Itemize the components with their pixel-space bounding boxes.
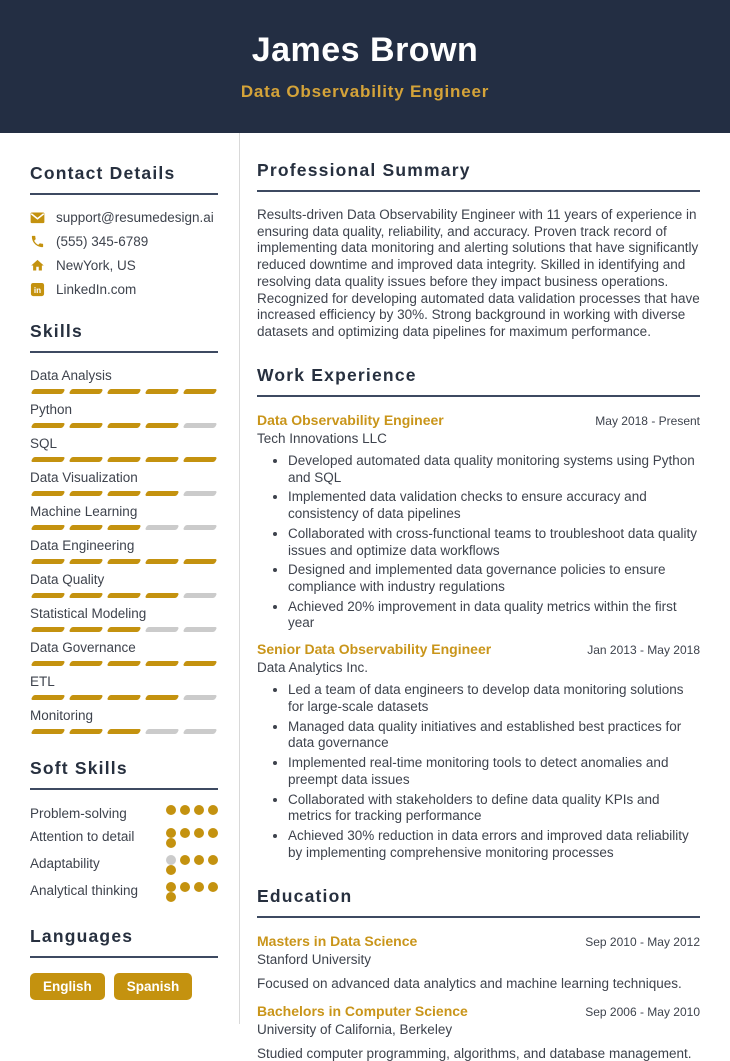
skill-segment-empty — [145, 525, 180, 530]
skill-segment-filled — [31, 457, 66, 462]
soft-skill-label: Attention to detail — [30, 829, 135, 844]
experience-bullet: • Achieved 20% improvement in data quality metrics within the first year — [288, 599, 700, 632]
skill-item — [30, 470, 218, 496]
skill-segment-filled — [69, 389, 104, 394]
skill-item — [30, 504, 218, 530]
rating-dot-filled — [180, 855, 190, 865]
job-entry — [257, 412, 700, 632]
skill-segment-filled — [69, 423, 104, 428]
skill-segment-filled — [145, 695, 180, 700]
skill-segment-filled — [107, 525, 142, 530]
skill-item — [30, 708, 218, 734]
skill-label: Data Visualization — [30, 470, 138, 485]
skill-segment-empty — [183, 525, 218, 530]
soft-skill-item — [30, 882, 218, 902]
rating-dot-filled — [166, 828, 176, 838]
rating-dot-filled — [194, 855, 204, 865]
language-badge: English — [30, 973, 105, 1000]
skill-segment-filled — [183, 389, 218, 394]
person-job-title: Data Observability Engineer — [240, 82, 490, 101]
skill-segment-empty — [183, 423, 218, 428]
job-company: Data Analytics Inc. — [257, 660, 369, 676]
education-degree: Masters in Data Science — [257, 932, 418, 949]
skill-segment-filled — [31, 389, 66, 394]
skill-segment-filled — [107, 729, 142, 734]
job-head — [257, 641, 700, 657]
education-description: Studied computer programming, algorithms, and database management. — [257, 1045, 692, 1061]
skill-segment-filled — [145, 423, 180, 428]
skill-label: ETL — [30, 674, 55, 689]
skill-segment-filled — [69, 491, 104, 496]
job-bullets — [257, 682, 700, 861]
skill-label: Python — [30, 402, 73, 417]
experience-bullet: • Implemented real-time monitoring tools to detect anomalies and preempt data issues — [288, 755, 700, 788]
rating-dot-filled — [208, 855, 218, 865]
soft-skill-item — [30, 828, 218, 848]
language-badge: Spanish — [114, 973, 193, 1000]
skill-segment-filled — [69, 729, 104, 734]
skill-segment-filled — [107, 389, 142, 394]
header-banner — [0, 0, 730, 133]
job-title: Senior Data Observability Engineer — [257, 641, 492, 658]
experience-section — [257, 365, 700, 862]
rating-dot-filled — [166, 865, 176, 875]
skill-item — [30, 368, 218, 394]
home-icon — [30, 258, 45, 273]
contact-text: NewYork, US — [56, 258, 136, 273]
envelope-icon — [30, 210, 45, 225]
linkedin-icon — [30, 282, 45, 297]
skill-segment-filled — [107, 423, 142, 428]
skill-bar — [30, 729, 218, 734]
summary-text: Results-driven Data Observability Engineer with 11 years of experience in ensuring data quality, reliability, and accuracy. Proven track record of implementing data monitoring and alerting solutions that have significantly reduced downtime and improved data integrity. Skilled in identifying and resolving data quality issues before they impact business operations. Recognized for developing automated data validation processes that have increased efficiency by 30%. Strong background in working with diverse datasets and optimizing data pipelines for maximum performance. — [257, 207, 700, 340]
skill-bar — [30, 661, 218, 666]
skill-segment-filled — [107, 627, 142, 632]
skill-segment-filled — [31, 627, 66, 632]
soft-skill-dots — [166, 855, 218, 875]
rating-dot-filled — [194, 882, 204, 892]
job-dates: Jan 2013 - May 2018 — [587, 643, 700, 658]
soft-skill-dots — [166, 882, 218, 902]
education-entry — [257, 933, 700, 991]
rating-dot-filled — [166, 838, 176, 848]
skill-bar — [30, 627, 218, 632]
skill-label: Data Governance — [30, 640, 136, 655]
soft-skill-label: Analytical thinking — [30, 883, 139, 898]
skill-segment-filled — [145, 593, 180, 598]
skill-segment-filled — [145, 491, 180, 496]
experience-bullet: • Achieved 30% reduction in data errors and improved data reliability by implementing comprehensive monitoring processes — [288, 828, 700, 861]
skill-segment-filled — [145, 389, 180, 394]
experience-bullet: • Led a team of data engineers to develop data monitoring solutions for large-scale datasets — [288, 682, 700, 715]
soft-skills-heading: Soft Skills — [30, 758, 128, 778]
summary-section — [257, 160, 700, 341]
skill-segment-filled — [69, 627, 104, 632]
experience-bullet: • Implemented data validation checks to ensure accuracy and consistency of data pipelines — [288, 489, 700, 522]
job-dates: May 2018 - Present — [595, 413, 700, 428]
soft-skills-section — [30, 758, 218, 902]
contact-item[interactable] — [30, 282, 218, 297]
language-badges — [30, 973, 218, 1000]
skill-bar — [30, 423, 218, 428]
skill-bar — [30, 695, 218, 700]
experience-heading: Work Experience — [257, 364, 417, 385]
soft-skill-item — [30, 855, 218, 875]
rating-dot-empty — [166, 855, 176, 865]
rating-dot-filled — [180, 805, 190, 815]
education-dates: Sep 2010 - May 2012 — [585, 934, 700, 949]
soft-skill-dots — [166, 805, 218, 815]
heading-divider — [257, 190, 700, 192]
skill-segment-empty — [145, 627, 180, 632]
skill-bar — [30, 491, 218, 496]
contact-text: LinkedIn.com — [56, 282, 137, 297]
skills-section — [30, 321, 218, 734]
skill-item — [30, 402, 218, 428]
skill-segment-filled — [69, 525, 104, 530]
skill-segment-empty — [145, 729, 180, 734]
education-school: University of California, Berkeley — [257, 1021, 453, 1037]
skill-bar — [30, 593, 218, 598]
skill-segment-filled — [107, 695, 142, 700]
skill-segment-filled — [69, 457, 104, 462]
skills-list — [30, 368, 218, 734]
skill-segment-filled — [107, 491, 142, 496]
rating-dot-filled — [194, 805, 204, 815]
education-school: Stanford University — [257, 951, 372, 967]
skill-segment-empty — [183, 729, 218, 734]
job-bullets — [257, 453, 700, 632]
contact-list — [30, 210, 218, 297]
languages-heading: Languages — [30, 926, 134, 946]
skill-label: Machine Learning — [30, 504, 138, 519]
contact-text: (555) 345-6789 — [56, 234, 149, 249]
heading-divider — [30, 351, 218, 353]
skill-label: Statistical Modeling — [30, 606, 147, 621]
skill-segment-filled — [145, 559, 180, 564]
skill-segment-filled — [107, 457, 142, 462]
education-section — [257, 886, 700, 1061]
skill-segment-filled — [31, 491, 66, 496]
rating-dot-filled — [166, 892, 176, 902]
skill-segment-empty — [183, 491, 218, 496]
content-columns — [0, 133, 730, 1061]
phone-icon — [30, 234, 45, 249]
soft-skill-label: Adaptability — [30, 856, 100, 871]
soft-skills-list — [30, 805, 218, 902]
skill-segment-filled — [183, 457, 218, 462]
skill-bar — [30, 389, 218, 394]
rating-dot-filled — [208, 882, 218, 892]
experience-bullet: • Collaborated with cross-functional teams to troubleshoot data quality issues and optimize data workflows — [288, 526, 700, 559]
skill-segment-filled — [183, 559, 218, 564]
experience-bullet: • Collaborated with stakeholders to define data quality KPIs and metrics for tracking performance — [288, 792, 700, 825]
skill-item — [30, 572, 218, 598]
skill-segment-filled — [183, 661, 218, 666]
sidebar — [0, 133, 240, 1024]
contact-section — [30, 163, 218, 297]
education-entry — [257, 1003, 700, 1061]
skill-item — [30, 674, 218, 700]
skill-segment-empty — [183, 627, 218, 632]
skill-label: Data Engineering — [30, 538, 135, 553]
experience-bullet: • Designed and implemented data governance policies to ensure compliance with industry regulations — [288, 562, 700, 595]
contact-item[interactable] — [30, 258, 218, 273]
person-name: James Brown — [251, 31, 479, 69]
skill-segment-filled — [31, 661, 66, 666]
jobs-list — [257, 412, 700, 862]
experience-bullet: • Developed automated data quality monitoring systems using Python and SQL — [288, 453, 700, 486]
rating-dot-filled — [208, 805, 218, 815]
education-description: Focused on advanced data analytics and machine learning techniques. — [257, 975, 682, 991]
rating-dot-filled — [208, 828, 218, 838]
skill-segment-empty — [183, 695, 218, 700]
skill-label: Data Analysis — [30, 368, 112, 383]
svg-text:in: in — [33, 285, 42, 295]
skill-segment-filled — [69, 559, 104, 564]
skill-segment-filled — [31, 729, 66, 734]
heading-divider — [30, 193, 218, 195]
contact-heading: Contact Details — [30, 163, 176, 183]
skill-segment-filled — [107, 559, 142, 564]
soft-skill-label: Problem-solving — [30, 806, 127, 821]
summary-heading: Professional Summary — [257, 160, 471, 180]
job-entry — [257, 641, 700, 861]
skill-segment-filled — [69, 593, 104, 598]
skill-segment-empty — [183, 593, 218, 598]
skill-segment-filled — [31, 423, 66, 428]
skill-label: SQL — [30, 436, 58, 451]
skill-bar — [30, 457, 218, 462]
heading-divider — [257, 395, 700, 397]
experience-bullet: • Managed data quality initiatives and established best practices for data governance — [288, 719, 700, 752]
skill-segment-filled — [69, 695, 104, 700]
education-head — [257, 1003, 700, 1019]
contact-text: support@resumedesign.ai — [56, 210, 214, 225]
rating-dot-filled — [180, 828, 190, 838]
skill-segment-filled — [31, 695, 66, 700]
education-list — [257, 933, 700, 1061]
skill-item — [30, 606, 218, 632]
skill-segment-filled — [31, 525, 66, 530]
skill-item — [30, 640, 218, 666]
job-title: Data Observability Engineer — [257, 411, 444, 428]
job-head — [257, 412, 700, 428]
heading-divider — [257, 916, 700, 918]
skill-label: Monitoring — [30, 708, 94, 723]
skills-heading: Skills — [30, 321, 83, 341]
rating-dot-filled — [194, 828, 204, 838]
skill-bar — [30, 525, 218, 530]
rating-dot-filled — [166, 882, 176, 892]
education-head — [257, 933, 700, 949]
education-degree: Bachelors in Computer Science — [257, 1002, 468, 1019]
skill-segment-filled — [31, 559, 66, 564]
skill-bar — [30, 559, 218, 564]
skill-segment-filled — [145, 457, 180, 462]
rating-dot-filled — [180, 882, 190, 892]
skill-segment-filled — [145, 661, 180, 666]
skill-segment-filled — [107, 593, 142, 598]
skill-item — [30, 436, 218, 462]
contact-item[interactable] — [30, 234, 218, 249]
job-company: Tech Innovations LLC — [257, 430, 387, 446]
education-dates: Sep 2006 - May 2010 — [585, 1004, 700, 1019]
education-heading: Education — [257, 885, 353, 906]
rating-dot-filled — [166, 805, 176, 815]
skill-segment-filled — [107, 661, 142, 666]
soft-skill-dots — [166, 828, 218, 848]
skill-label: Data Quality — [30, 572, 105, 587]
heading-divider — [30, 788, 218, 790]
skill-item — [30, 538, 218, 564]
soft-skill-item — [30, 805, 218, 821]
skill-segment-filled — [69, 661, 104, 666]
heading-divider — [30, 956, 218, 958]
languages-section — [30, 926, 218, 1000]
main-content — [240, 133, 730, 1061]
contact-item[interactable] — [30, 210, 218, 225]
skill-segment-filled — [31, 593, 66, 598]
